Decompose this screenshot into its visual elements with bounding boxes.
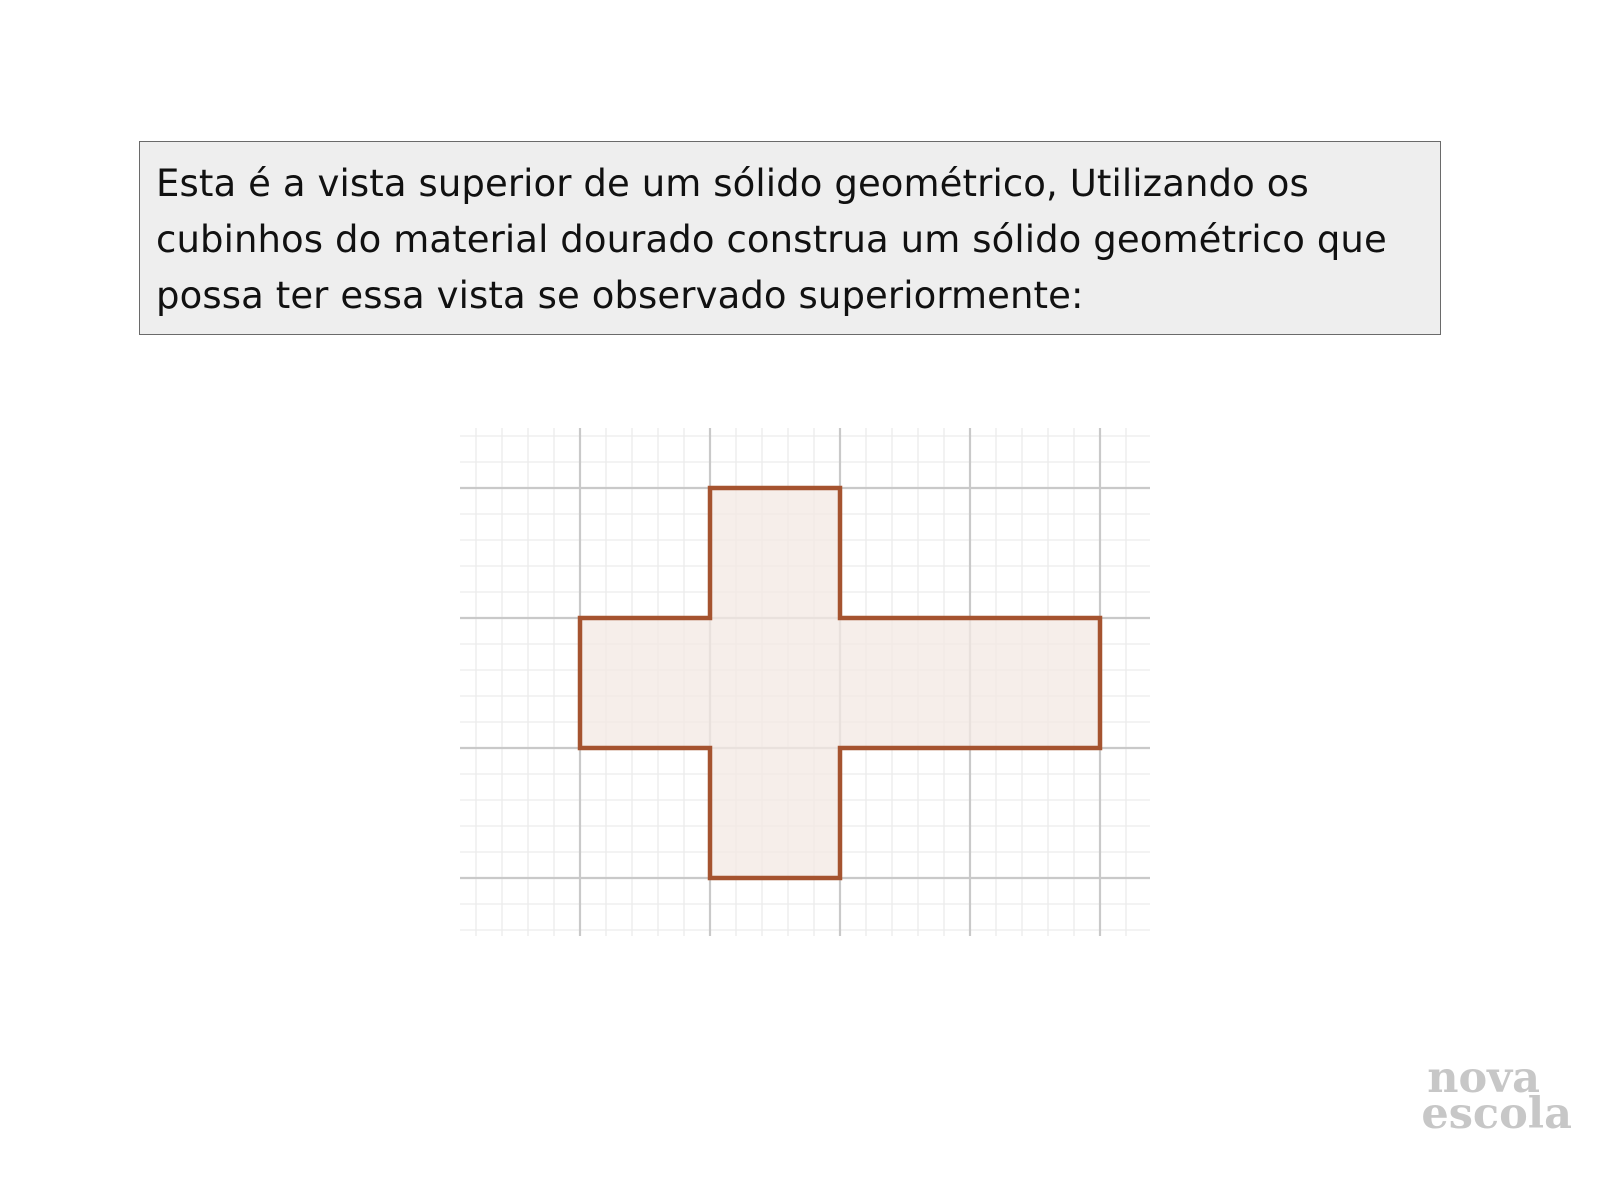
- prompt-text: Esta é a vista superior de um sólido geométrico, Utilizando os cubinhos do material dourado construa um sólido geométrico que possa ter essa vista se observado superiormente:: [156, 162, 1387, 317]
- logo-line-escola: escola: [1421, 1089, 1572, 1139]
- shape-cell: [710, 748, 840, 878]
- nova-escola-logo: [1392, 1053, 1572, 1150]
- shape-cell: [710, 488, 840, 618]
- shape-cell: [710, 618, 840, 748]
- shape-cell: [580, 618, 710, 748]
- logo-line-nova: nova: [1427, 1053, 1540, 1103]
- shape-cell: [840, 618, 970, 748]
- shape-cell: [970, 618, 1100, 748]
- prompt-box: [139, 141, 1441, 335]
- top-view-grid-figure: [460, 428, 1150, 936]
